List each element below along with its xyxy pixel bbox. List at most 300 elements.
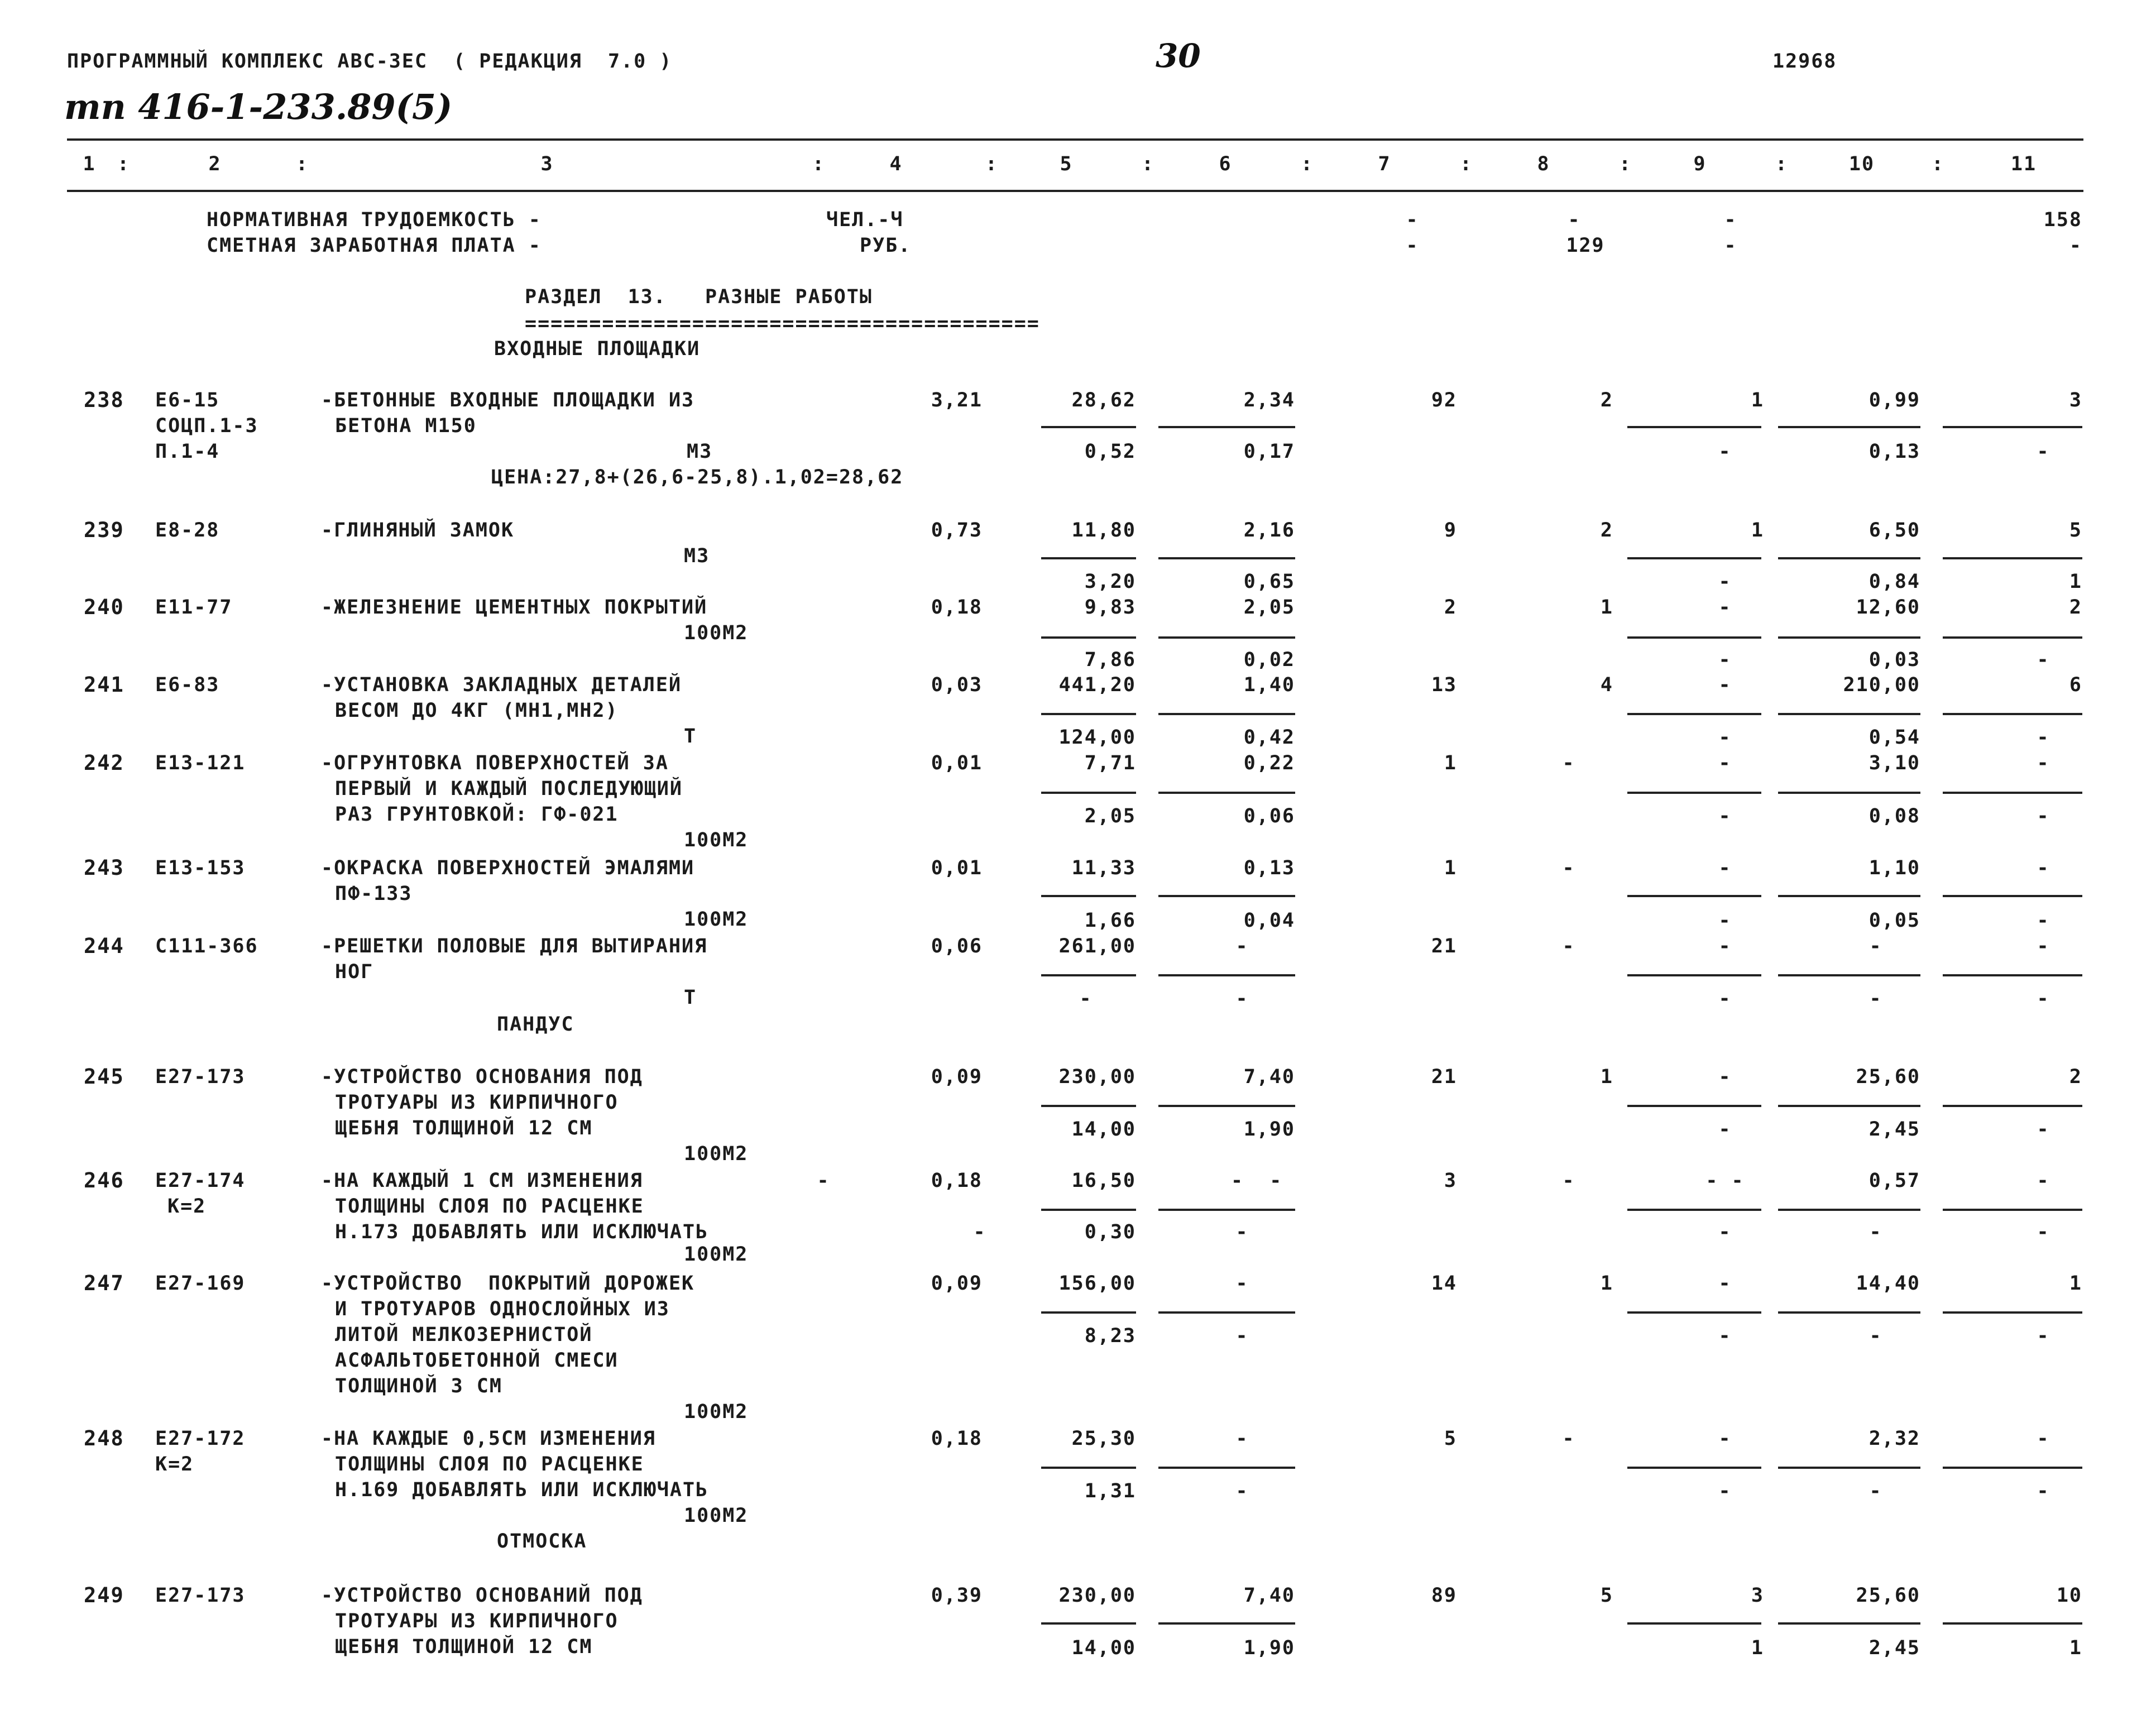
row-240-c8: 1 — [1600, 596, 1613, 619]
row-244-c10-rule — [1778, 974, 1920, 976]
row-241-number: 241 — [84, 673, 124, 697]
summary-labor-c9: - — [1724, 209, 1737, 231]
row-245-quantity: 0,09 — [931, 1066, 983, 1088]
row-248-c6-sub: - — [1235, 1480, 1249, 1502]
row-242-c9-sub: - — [1718, 805, 1732, 827]
row-246-c6-sub: - — [1235, 1221, 1249, 1243]
row-247-c9-sub: - — [1718, 1325, 1732, 1347]
row-248-description-2: ТОЛЩИНЫ СЛОЯ ПО РАСЦЕНКЕ — [335, 1453, 644, 1476]
row-247-c11-sub: - — [2037, 1325, 2050, 1347]
row-245-c10: 25,60 — [1856, 1066, 1920, 1088]
row-248-c11-sub: - — [2037, 1480, 2050, 1502]
row-245-c10-rule — [1778, 1105, 1920, 1107]
row-247-c7: 14 — [1431, 1272, 1457, 1295]
column-separator: : — [812, 153, 826, 175]
row-247-c6-sub: - — [1235, 1325, 1249, 1347]
row-240-c5-rule — [1041, 636, 1136, 639]
row-243-c7: 1 — [1444, 857, 1457, 879]
row-249-c11-sub: 1 — [2069, 1637, 2082, 1659]
row-249-c6-sub: 1,90 — [1243, 1637, 1295, 1659]
row-245-c5-sub: 14,00 — [1071, 1118, 1136, 1141]
summary-wage-c8: 129 — [1566, 234, 1605, 257]
row-238-code-3: П.1-4 — [155, 440, 220, 463]
row-245-description-2: ТРОТУАРЫ ИЗ КИРПИЧНОГО — [335, 1091, 619, 1114]
row-238-c11-rule — [1943, 426, 2082, 428]
row-239-unit: М3 — [684, 545, 710, 567]
row-244-description-2: НОГ — [335, 961, 374, 983]
row-245-code: Е27-173 — [155, 1066, 246, 1088]
row-249-c11: 10 — [2056, 1584, 2082, 1607]
row-243-quantity: 0,01 — [931, 857, 983, 879]
summary-wage-c11: - — [2069, 234, 2082, 257]
row-240-c9: - — [1718, 596, 1732, 619]
row-239-c11: 5 — [2069, 519, 2082, 542]
row-238-number: 238 — [84, 388, 124, 412]
row-243-c10-rule — [1778, 895, 1920, 897]
row-243-number: 243 — [84, 856, 124, 880]
row-249-c9: 3 — [1751, 1584, 1764, 1607]
row-247-description-3: ЛИТОЙ МЕЛКОЗЕРНИСТОЙ — [335, 1324, 593, 1346]
row-238-description-1: -БЕТОННЫЕ ВХОДНЫЕ ПЛОЩАДКИ ИЗ — [321, 389, 695, 411]
row-243-c9-sub: - — [1718, 909, 1732, 932]
row-243-unit: 100М2 — [684, 908, 749, 931]
row-244-number: 244 — [84, 934, 124, 958]
row-246-c5-sub: 0,30 — [1084, 1221, 1136, 1243]
row-244-c5-rule — [1041, 974, 1136, 976]
row-240-c11-sub: - — [2037, 649, 2050, 671]
row-241-c9: - — [1718, 674, 1732, 696]
row-240-c6: 2,05 — [1243, 596, 1295, 619]
row-241-c7: 13 — [1431, 674, 1457, 696]
row-238-c11-sub: - — [2037, 440, 2050, 463]
row-239-description-1: -ГЛИНЯНЫЙ ЗАМОК — [321, 519, 515, 542]
row-241-description-2: ВЕСОМ ДО 4КГ (МН1,МН2) — [335, 700, 619, 722]
row-243-c9: - — [1718, 857, 1732, 879]
row-243-c6-rule — [1158, 895, 1295, 897]
row-238-quantity: 3,21 — [931, 389, 983, 411]
row-248-description-3: Н.169 ДОБАВЛЯТЬ ИЛИ ИСКЛЮЧАТЬ — [335, 1479, 709, 1501]
row-239-quantity: 0,73 — [931, 519, 983, 542]
column-separator: : — [1932, 153, 1945, 175]
column-header-2: 2 — [208, 153, 222, 175]
row-248-number: 248 — [84, 1426, 124, 1450]
row-242-unit: 100М2 — [684, 829, 749, 851]
column-header-1: 1 — [83, 153, 96, 175]
row-243-c5: 11,33 — [1071, 857, 1136, 879]
row-239-c7: 9 — [1444, 519, 1457, 542]
row-243-c8: - — [1562, 857, 1575, 879]
subsection-ramp: ПАНДУС — [497, 1013, 574, 1036]
row-239-c9: 1 — [1751, 519, 1764, 542]
row-247-c9: - — [1718, 1272, 1732, 1295]
row-242-c5-sub: 2,05 — [1084, 805, 1136, 827]
row-239-c9-sub: - — [1718, 571, 1732, 593]
row-239-c5-sub: 3,20 — [1084, 571, 1136, 593]
row-242-c9-rule — [1627, 792, 1761, 794]
row-248-description-1: -НА КАЖДЫЕ 0,5СМ ИЗМЕНЕНИЯ — [321, 1428, 656, 1450]
row-242-description-3: РАЗ ГРУНТОВКОЙ: ГФ-021 — [335, 803, 619, 826]
row-245-description-3: ЩЕБНЯ ТОЛЩИНОЙ 12 СМ — [335, 1117, 593, 1139]
subsection-entry-platforms: ВХОДНЫЕ ПЛОЩАДКИ — [494, 338, 701, 360]
summary-label-labor: НОРМАТИВНАЯ ТРУДОЕМКОСТЬ - — [207, 209, 542, 231]
row-241-c11-rule — [1943, 713, 2082, 715]
row-240-c5-sub: 7,86 — [1084, 649, 1136, 671]
row-244-c6-rule — [1158, 974, 1295, 976]
row-249-c10-sub: 2,45 — [1868, 1637, 1920, 1659]
row-247-c9-rule — [1627, 1311, 1761, 1314]
row-244-c11-sub: - — [2037, 988, 2050, 1010]
row-244-c8: - — [1562, 935, 1575, 957]
row-243-c11-sub: - — [2037, 909, 2050, 932]
row-238-c6: 2,34 — [1243, 389, 1295, 411]
row-246-c6: - - — [1231, 1170, 1283, 1192]
row-249-c8: 5 — [1600, 1584, 1613, 1607]
column-separator: : — [1301, 153, 1314, 175]
row-245-c6: 7,40 — [1243, 1066, 1295, 1088]
row-249-c5: 230,00 — [1058, 1584, 1136, 1607]
row-242-code: Е13-121 — [155, 752, 246, 774]
row-244-c10-sub: - — [1869, 988, 1882, 1010]
row-248-c5: 25,30 — [1071, 1428, 1136, 1450]
row-240-c7: 2 — [1444, 596, 1457, 619]
row-244-c11-rule — [1943, 974, 2082, 976]
row-241-c5-rule — [1041, 713, 1136, 715]
row-247-code: Е27-169 — [155, 1272, 246, 1295]
row-249-c9-sub: 1 — [1751, 1637, 1764, 1659]
row-248-c6-rule — [1158, 1467, 1295, 1469]
row-248-c9-rule — [1627, 1467, 1761, 1469]
row-243-c11: - — [2037, 857, 2050, 879]
row-244-quantity: 0,06 — [931, 935, 983, 957]
handwritten-project-code: тп 416-1-233.89(5) — [64, 87, 453, 127]
row-246-description-3: Н.173 ДОБАВЛЯТЬ ИЛИ ИСКЛЮЧАТЬ — [335, 1221, 709, 1243]
row-244-c11: - — [2037, 935, 2050, 957]
row-248-c9: - — [1718, 1428, 1732, 1450]
row-241-c5: 441,20 — [1058, 674, 1136, 696]
row-242-c6-sub: 0,06 — [1243, 805, 1295, 827]
column-header-11: 11 — [2010, 153, 2037, 175]
row-246-c11: - — [2037, 1170, 2050, 1192]
row-243-description-2: ПФ-133 — [335, 883, 413, 905]
row-245-c5-rule — [1041, 1105, 1136, 1107]
header-rule-bottom — [67, 190, 2083, 192]
row-246-description-1: -НА КАЖДЫЙ 1 СМ ИЗМЕНЕНИЯ — [321, 1170, 643, 1192]
header-rule-top — [67, 138, 2083, 141]
row-245-number: 245 — [84, 1065, 124, 1089]
row-248-c11-rule — [1943, 1467, 2082, 1469]
row-246-dash-2: - — [973, 1221, 986, 1243]
row-244-c5: 261,00 — [1058, 935, 1136, 957]
row-241-c10-sub: 0,54 — [1868, 726, 1920, 749]
row-241-c11-sub: - — [2037, 726, 2050, 749]
row-240-c10-sub: 0,03 — [1868, 649, 1920, 671]
row-248-c10-rule — [1778, 1467, 1920, 1469]
row-247-c6-rule — [1158, 1311, 1295, 1314]
row-242-c10-rule — [1778, 792, 1920, 794]
row-242-c11-sub: - — [2037, 805, 2050, 827]
row-246-c10-rule — [1778, 1209, 1920, 1211]
row-244-c6: - — [1235, 935, 1249, 957]
row-243-c6-sub: 0,04 — [1243, 909, 1295, 932]
row-243-c11-rule — [1943, 895, 2082, 897]
summary-unit-labor: ЧЕЛ.-Ч — [826, 209, 904, 231]
row-242-c5-rule — [1041, 792, 1136, 794]
row-244-c10: - — [1869, 935, 1882, 957]
row-247-c5-rule — [1041, 1311, 1136, 1314]
row-249-description-1: -УСТРОЙСТВО ОСНОВАНИЙ ПОД — [321, 1584, 643, 1607]
row-244-c9-rule — [1627, 974, 1761, 976]
row-246-code: Е27-174 — [155, 1170, 246, 1192]
column-header-4: 4 — [889, 153, 903, 175]
row-247-c8: 1 — [1600, 1272, 1613, 1295]
row-246-description-2: ТОЛЩИНЫ СЛОЯ ПО РАСЦЕНКЕ — [335, 1195, 644, 1218]
row-249-c5-rule — [1041, 1622, 1136, 1625]
row-246-c11-sub: - — [2037, 1221, 2050, 1243]
row-240-c9-sub: - — [1718, 649, 1732, 671]
row-246-c8: - — [1562, 1170, 1575, 1192]
row-239-c8: 2 — [1600, 519, 1613, 542]
row-244-c6-sub: - — [1235, 988, 1249, 1010]
row-248-c8: - — [1562, 1428, 1575, 1450]
summary-unit-wage: РУБ. — [860, 234, 912, 257]
row-246-c9-rule — [1627, 1209, 1761, 1211]
row-248-c5-sub: 1,31 — [1084, 1480, 1136, 1502]
row-247-c11: 1 — [2069, 1272, 2082, 1295]
row-248-unit: 100М2 — [684, 1505, 749, 1527]
row-239-code: Е8-28 — [155, 519, 220, 542]
row-239-c5-rule — [1041, 557, 1136, 559]
row-243-c6: 0,13 — [1243, 857, 1295, 879]
program-title: ПРОГРАММНЫЙ КОМПЛЕКС АВС-ЗЕС ( РЕДАКЦИЯ 7.0 ) — [67, 50, 673, 73]
row-241-c6: 1,40 — [1243, 674, 1295, 696]
column-separator: : — [1775, 153, 1789, 175]
column-header-8: 8 — [1537, 153, 1550, 175]
row-242-c5: 7,71 — [1084, 752, 1136, 774]
row-248-c9-sub: - — [1718, 1480, 1732, 1502]
row-249-code: Е27-173 — [155, 1584, 246, 1607]
row-241-unit: Т — [684, 725, 697, 748]
column-separator: : — [1142, 153, 1155, 175]
row-248-c10-sub: - — [1869, 1480, 1882, 1502]
row-238-c9-rule — [1627, 426, 1761, 428]
row-249-description-3: ЩЕБНЯ ТОЛЩИНОЙ 12 СМ — [335, 1636, 593, 1658]
row-244-c7: 21 — [1431, 935, 1457, 957]
row-245-description-1: -УСТРОЙСТВО ОСНОВАНИЯ ПОД — [321, 1066, 643, 1088]
row-239-c6: 2,16 — [1243, 519, 1295, 542]
row-246-c9-sub: - — [1718, 1221, 1732, 1243]
row-241-c11: 6 — [2069, 674, 2082, 696]
row-246-c5: 16,50 — [1071, 1170, 1136, 1192]
row-245-c11: 2 — [2069, 1066, 2082, 1088]
row-249-c9-rule — [1627, 1622, 1761, 1625]
row-240-c9-rule — [1627, 636, 1761, 639]
row-246-dash: - — [817, 1170, 830, 1192]
row-241-c5-sub: 124,00 — [1058, 726, 1136, 749]
row-240-c6-rule — [1158, 636, 1295, 639]
row-238-c7: 92 — [1431, 389, 1457, 411]
row-247-c11-rule — [1943, 1311, 2082, 1314]
row-243-c9-rule — [1627, 895, 1761, 897]
row-247-c5: 156,00 — [1058, 1272, 1136, 1295]
row-242-c7: 1 — [1444, 752, 1457, 774]
summary-labor-c11: 158 — [2043, 209, 2082, 231]
row-249-description-2: ТРОТУАРЫ ИЗ КИРПИЧНОГО — [335, 1610, 619, 1632]
row-238-c9-sub: - — [1718, 440, 1732, 463]
row-248-code: Е27-172 — [155, 1428, 246, 1450]
row-248-c11: - — [2037, 1428, 2050, 1450]
column-header-5: 5 — [1060, 153, 1073, 175]
row-243-c5-rule — [1041, 895, 1136, 897]
row-245-c7: 21 — [1431, 1066, 1457, 1088]
row-241-c6-sub: 0,42 — [1243, 726, 1295, 749]
row-240-unit: 100М2 — [684, 622, 749, 644]
row-242-description-2: ПЕРВЫЙ И КАЖДЫЙ ПОСЛЕДУЮЩИЙ — [335, 778, 683, 800]
row-247-c10-sub: - — [1869, 1325, 1882, 1347]
row-241-c9-rule — [1627, 713, 1761, 715]
row-241-c6-rule — [1158, 713, 1295, 715]
row-244-c9: - — [1718, 935, 1732, 957]
row-246-c11-rule — [1943, 1209, 2082, 1211]
row-249-c6: 7,40 — [1243, 1584, 1295, 1607]
column-separator: : — [117, 153, 131, 175]
row-248-c7: 5 — [1444, 1428, 1457, 1450]
row-240-c6-sub: 0,02 — [1243, 649, 1295, 671]
row-246-c7: 3 — [1444, 1170, 1457, 1192]
row-245-c9-sub: - — [1718, 1118, 1732, 1141]
row-241-quantity: 0,03 — [931, 674, 983, 696]
summary-labor-c7: - — [1406, 209, 1419, 231]
row-242-c11-rule — [1943, 792, 2082, 794]
row-238-price-formula: ЦЕНА:27,8+(26,6-25,8).1,02=28,62 — [491, 466, 904, 488]
row-246-code-2: К=2 — [167, 1195, 207, 1218]
row-240-c10-rule — [1778, 636, 1920, 639]
row-249-c6-rule — [1158, 1622, 1295, 1625]
row-239-c6-rule — [1158, 557, 1295, 559]
row-238-c5-rule — [1041, 426, 1136, 428]
row-240-c11: 2 — [2069, 596, 2082, 619]
row-247-quantity: 0,09 — [931, 1272, 983, 1295]
row-240-code: Е11-77 — [155, 596, 233, 619]
row-249-c7: 89 — [1431, 1584, 1457, 1607]
row-240-number: 240 — [84, 595, 124, 619]
row-240-quantity: 0,18 — [931, 596, 983, 619]
column-header-9: 9 — [1693, 153, 1707, 175]
row-245-c11-sub: - — [2037, 1118, 2050, 1141]
column-header-6: 6 — [1219, 153, 1232, 175]
row-239-c11-sub: 1 — [2069, 571, 2082, 593]
row-246-number: 246 — [84, 1168, 124, 1192]
row-245-c9-rule — [1627, 1105, 1761, 1107]
row-238-c5-sub: 0,52 — [1084, 440, 1136, 463]
row-242-quantity: 0,01 — [931, 752, 983, 774]
row-240-description-1: -ЖЕЛЕЗНЕНИЕ ЦЕМЕНТНЫХ ПОКРЫТИЙ — [321, 596, 708, 619]
row-246-unit: 100М2 — [684, 1243, 749, 1266]
row-239-c10-rule — [1778, 557, 1920, 559]
row-246-c10: 0,57 — [1868, 1170, 1920, 1192]
row-249-quantity: 0,39 — [931, 1584, 983, 1607]
page-number: 30 — [1156, 37, 1201, 75]
row-238-c6-rule — [1158, 426, 1295, 428]
row-238-description-2: БЕТОНА М150 — [335, 415, 477, 437]
row-246-c10-sub: - — [1869, 1221, 1882, 1243]
row-248-c5-rule — [1041, 1467, 1136, 1469]
row-249-c10-rule — [1778, 1622, 1920, 1625]
row-241-c9-sub: - — [1718, 726, 1732, 749]
row-245-c11-rule — [1943, 1105, 2082, 1107]
row-239-number: 239 — [84, 518, 124, 542]
row-244-c9-sub: - — [1718, 988, 1732, 1010]
row-240-c5: 9,83 — [1084, 596, 1136, 619]
row-247-description-2: И ТРОТУАРОВ ОДНОСЛОЙНЫХ ИЗ — [335, 1298, 670, 1320]
column-header-10: 10 — [1848, 153, 1875, 175]
row-245-c6-sub: 1,90 — [1243, 1118, 1295, 1141]
row-248-c6: - — [1235, 1428, 1249, 1450]
document-code: 12968 — [1772, 50, 1837, 73]
row-243-c5-sub: 1,66 — [1084, 909, 1136, 932]
row-245-c8: 1 — [1600, 1066, 1613, 1088]
row-246-c6-rule — [1158, 1209, 1295, 1211]
row-248-code-2: К=2 — [155, 1453, 194, 1476]
row-245-c10-sub: 2,45 — [1868, 1118, 1920, 1141]
row-248-quantity: 0,18 — [931, 1428, 983, 1450]
row-246-c9: - - — [1705, 1170, 1745, 1192]
row-242-c9: - — [1718, 752, 1732, 774]
row-239-c10-sub: 0,84 — [1868, 571, 1920, 593]
row-241-description-1: -УСТАНОВКА ЗАКЛАДНЫХ ДЕТАЛЕЙ — [321, 674, 682, 696]
row-247-description-4: АСФАЛЬТОБЕТОННОЙ СМЕСИ — [335, 1349, 619, 1372]
column-header-7: 7 — [1378, 153, 1391, 175]
row-242-c10: 3,10 — [1868, 752, 1920, 774]
row-241-c8: 4 — [1600, 674, 1613, 696]
subsection-blind-area: ОТМОСКА — [497, 1530, 587, 1553]
row-243-code: Е13-153 — [155, 857, 246, 879]
row-238-c10-sub: 0,13 — [1868, 440, 1920, 463]
row-247-c6: - — [1235, 1272, 1249, 1295]
row-244-c5-sub: - — [1079, 988, 1093, 1010]
row-238-c11: 3 — [2069, 389, 2082, 411]
row-238-c10-rule — [1778, 426, 1920, 428]
row-245-c5: 230,00 — [1058, 1066, 1136, 1088]
row-249-number: 249 — [84, 1583, 124, 1607]
row-238-code-2: СОЦП.1-3 — [155, 415, 258, 437]
row-239-c10: 6,50 — [1868, 519, 1920, 542]
row-242-c6: 0,22 — [1243, 752, 1295, 774]
row-241-code: Е6-83 — [155, 674, 220, 696]
row-240-c10: 12,60 — [1856, 596, 1920, 619]
column-separator: : — [985, 153, 999, 175]
summary-wage-c7: - — [1406, 234, 1419, 257]
row-247-c10-rule — [1778, 1311, 1920, 1314]
row-249-c10: 25,60 — [1856, 1584, 1920, 1607]
row-247-c5-sub: 8,23 — [1084, 1325, 1136, 1347]
row-247-number: 247 — [84, 1271, 124, 1295]
row-242-c6-rule — [1158, 792, 1295, 794]
row-239-c9-rule — [1627, 557, 1761, 559]
row-242-c10-sub: 0,08 — [1868, 805, 1920, 827]
column-header-3: 3 — [540, 153, 554, 175]
row-249-c5-sub: 14,00 — [1071, 1637, 1136, 1659]
row-241-c10-rule — [1778, 713, 1920, 715]
row-248-c10: 2,32 — [1868, 1428, 1920, 1450]
row-247-unit: 100М2 — [684, 1401, 749, 1423]
row-246-quantity: 0,18 — [931, 1170, 983, 1192]
row-238-c5: 28,62 — [1071, 389, 1136, 411]
row-247-description-1: -УСТРОЙСТВО ПОКРЫТИЙ ДОРОЖЕК — [321, 1272, 695, 1295]
row-243-description-1: -ОКРАСКА ПОВЕРХНОСТЕЙ ЭМАЛЯМИ — [321, 857, 695, 879]
row-238-c10: 0,99 — [1868, 389, 1920, 411]
column-separator: : — [296, 153, 309, 175]
summary-label-wage: СМЕТНАЯ ЗАРАБОТНАЯ ПЛАТА - — [207, 234, 542, 257]
